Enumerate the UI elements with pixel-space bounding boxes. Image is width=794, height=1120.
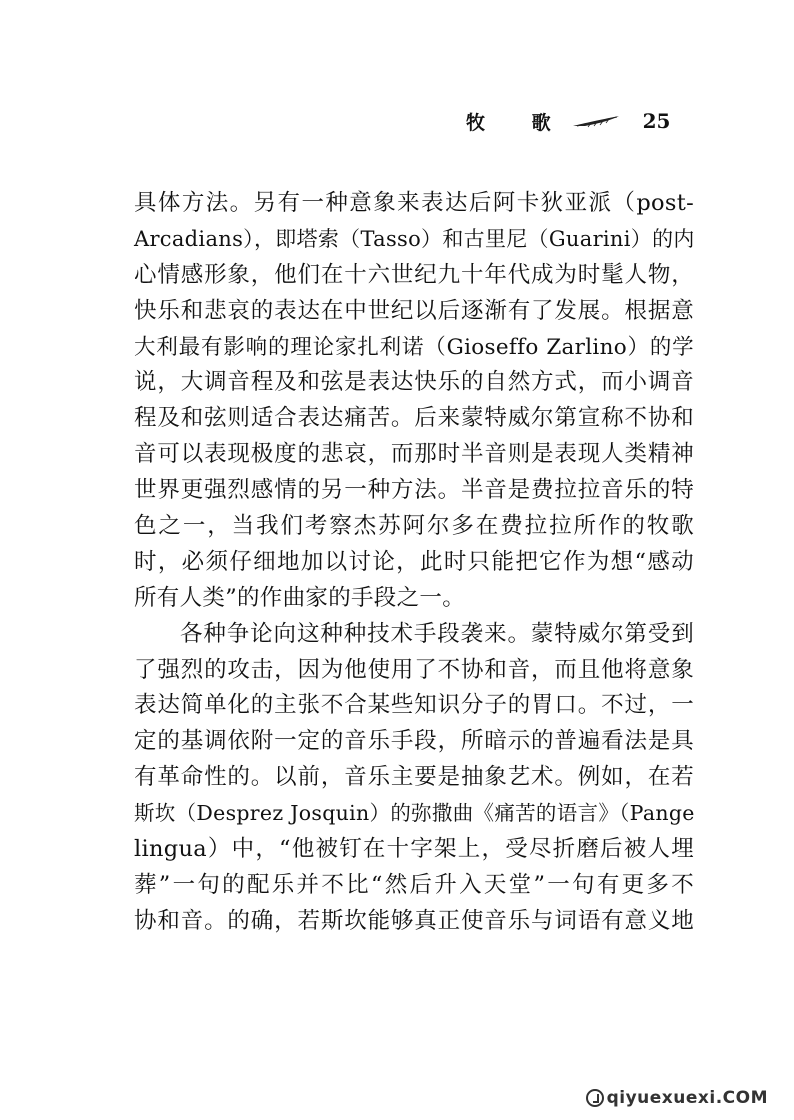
text-line: Arcadians），即塔索（Tasso）和古里尼（Guarini）的内 (134, 226, 695, 251)
text-line: 音可以表现极度的悲哀，而那时半音则是表现人类精神 (134, 441, 694, 468)
text-line: 葬”一句的配乐并不比“然后升入天堂”一句有更多不 (134, 871, 694, 898)
text-line: lingua）中，“他被钉在十字架上，受尽折磨后被人埋 (134, 836, 694, 863)
text-line: 斯坎（Desprez Josquin）的弥撒曲《痛苦的语言》（Pange (134, 801, 695, 826)
watermark-text: qiyuexuexi.COM (606, 1088, 768, 1108)
text-line: 所有人类”的作曲家的手段之一。 (134, 584, 466, 611)
text-line: 有革命性的。以前，音乐主要是抽象艺术。例如，在若 (134, 764, 694, 791)
text-line: 说，大调音程及和弦是表达快乐的自然方式，而小调音 (134, 369, 694, 396)
text-line: 了强烈的攻击，因为他使用了不协和音，而且他将意象 (134, 656, 694, 683)
running-header (466, 104, 670, 138)
text-line: 协和音。的确，若斯坎能够真正使音乐与词语有意义地 (134, 907, 694, 934)
text-line: 表达简单化的主张不合某些知识分子的胃口。不过，一 (134, 692, 694, 719)
text-line: 具体方法。另有一种意象来表达后阿卡狄亚派（post- (134, 190, 694, 216)
text-line: 定的基调依附一定的音乐手段，所暗示的普遍看法是具 (134, 728, 694, 755)
text-line: 色之一，当我们考察杰苏阿尔多在费拉拉所作的牧歌 (134, 513, 694, 540)
text-line: 心情感形象，他们在十六世纪九十年代成为时髦人物， (134, 261, 694, 288)
body-text (134, 186, 694, 940)
chapter-title: 牧 歌 (466, 111, 571, 134)
paragraph (134, 617, 694, 940)
music-note-circle-icon (586, 1089, 604, 1107)
text-line: 程及和弦则适合表达痛苦。后来蒙特威尔第宣称不协和 (134, 405, 694, 432)
feather-ornament-icon (571, 114, 621, 128)
text-line: 大利最有影响的理论家扎利诺（Gioseffo Zarlino）的学 (134, 334, 694, 360)
text-line: 各种争论向这种种技术手段袭来。蒙特威尔第受到 (180, 620, 694, 647)
text-line: 快乐和悲哀的表达在中世纪以后逐渐有了发展。根据意 (134, 297, 694, 324)
paragraph (134, 186, 694, 617)
text-line: 世界更强烈感情的另一种方法。半音是费拉拉音乐的特 (134, 477, 694, 504)
site-watermark (586, 1088, 768, 1108)
text-line: 时，必须仔细地加以讨论，此时只能把它作为想“感动 (134, 548, 694, 575)
page-number: 25 (642, 109, 671, 133)
